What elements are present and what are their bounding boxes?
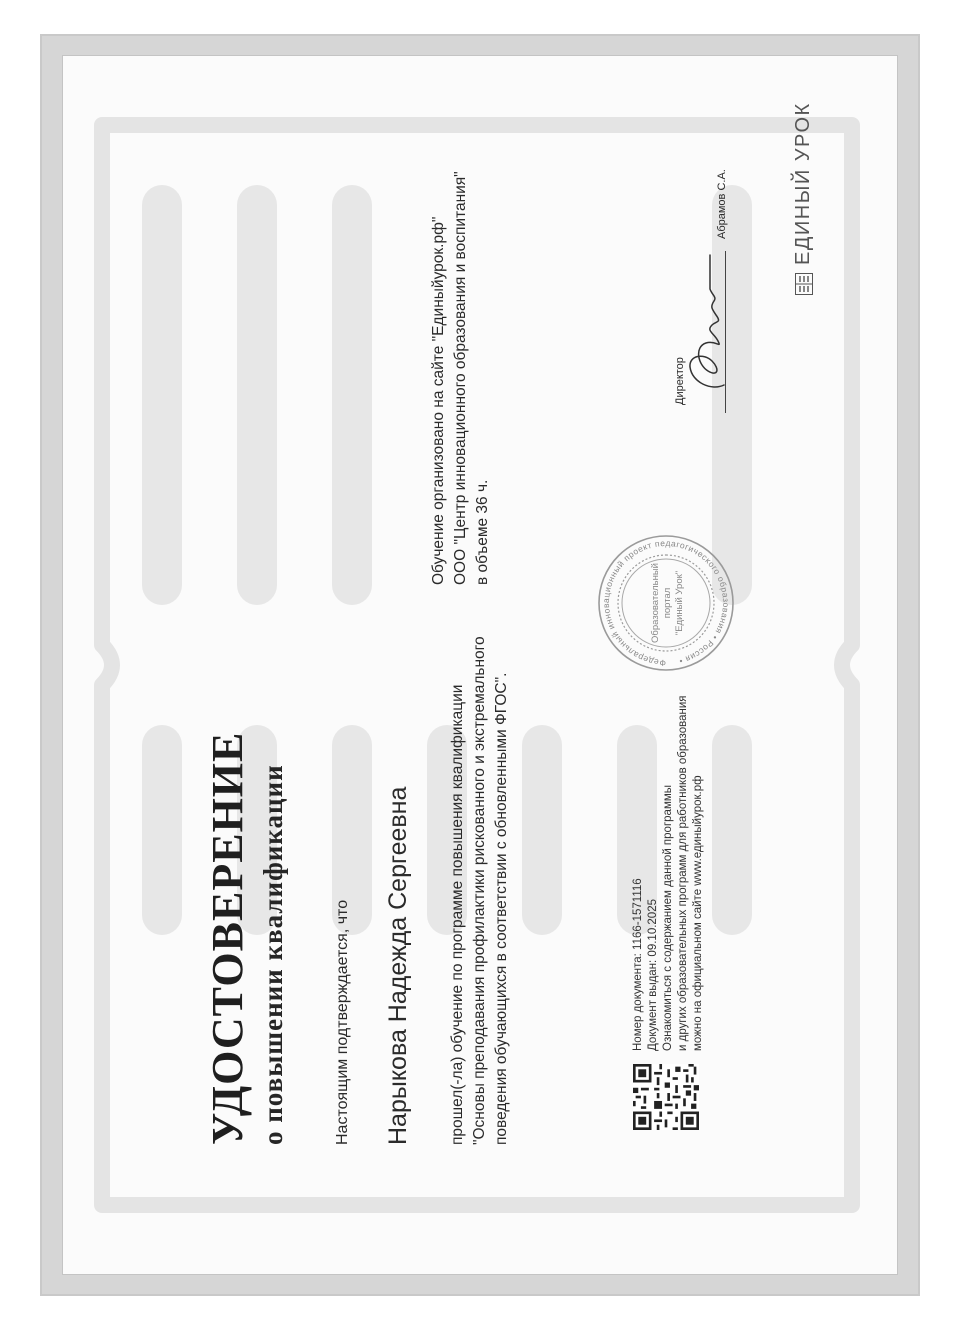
- organization-line: в объеме 36 ч.: [474, 479, 491, 585]
- director-name: Абрамов С.А.: [716, 169, 728, 239]
- document-issue-date: Документ выдан: 09.10.2025: [647, 899, 659, 1051]
- director-label: Директор: [674, 357, 686, 405]
- program-line: прошел(-ла) обучение по программе повышения квалификации: [449, 684, 466, 1145]
- seal-inner-line: Образовательный: [650, 563, 661, 643]
- stamp-seal-icon: [596, 533, 736, 673]
- document-note-line: Ознакомиться с содержанием данной программы: [662, 784, 674, 1051]
- confirmation-text: Настоящим подтверждается, что: [334, 899, 351, 1145]
- document-note-line: можно на официальном сайте www.единыйурок.рф: [692, 775, 704, 1051]
- certificate-subtitle: о повышении квалификации: [258, 764, 288, 1145]
- program-line: "Основы преподавания профилактики рискованного и экстремального: [471, 636, 488, 1145]
- organization-line: ООО "Центр инновационного образования и воспитания": [452, 171, 469, 585]
- document-number: Номер документа: 1166-1571116: [632, 878, 644, 1051]
- certificate-content: [62, 55, 898, 1275]
- certificate-title: УДОСТОВЕРЕНИЕ: [203, 731, 252, 1145]
- organization-info: [428, 65, 494, 585]
- document-note-line: и других образовательных программ для работников образования: [677, 695, 689, 1051]
- seal-outer-text: Федеральный инновационный проект педагогического образования • Россия •: [600, 537, 732, 669]
- brand-name: ЕДИНЫЙ УРОК: [792, 102, 814, 265]
- signature-icon: [682, 245, 742, 395]
- signature-line: [725, 251, 726, 413]
- document-info: [631, 696, 706, 1051]
- seal-inner-line: "Единый Урок": [674, 570, 685, 636]
- seal-inner-line: портал: [662, 587, 673, 619]
- qr-code-icon: [633, 1064, 699, 1130]
- book-logo-icon: [795, 273, 813, 295]
- organization-line: Обучение организовано на сайте "Единыйурок.рф": [430, 216, 447, 585]
- program-line: поведения обучающихся в соответствии с обновленными ФГОС".: [493, 672, 510, 1145]
- brand-logo: [792, 102, 815, 295]
- person-name: Нарыкова Надежда Сергеевна: [384, 786, 412, 1145]
